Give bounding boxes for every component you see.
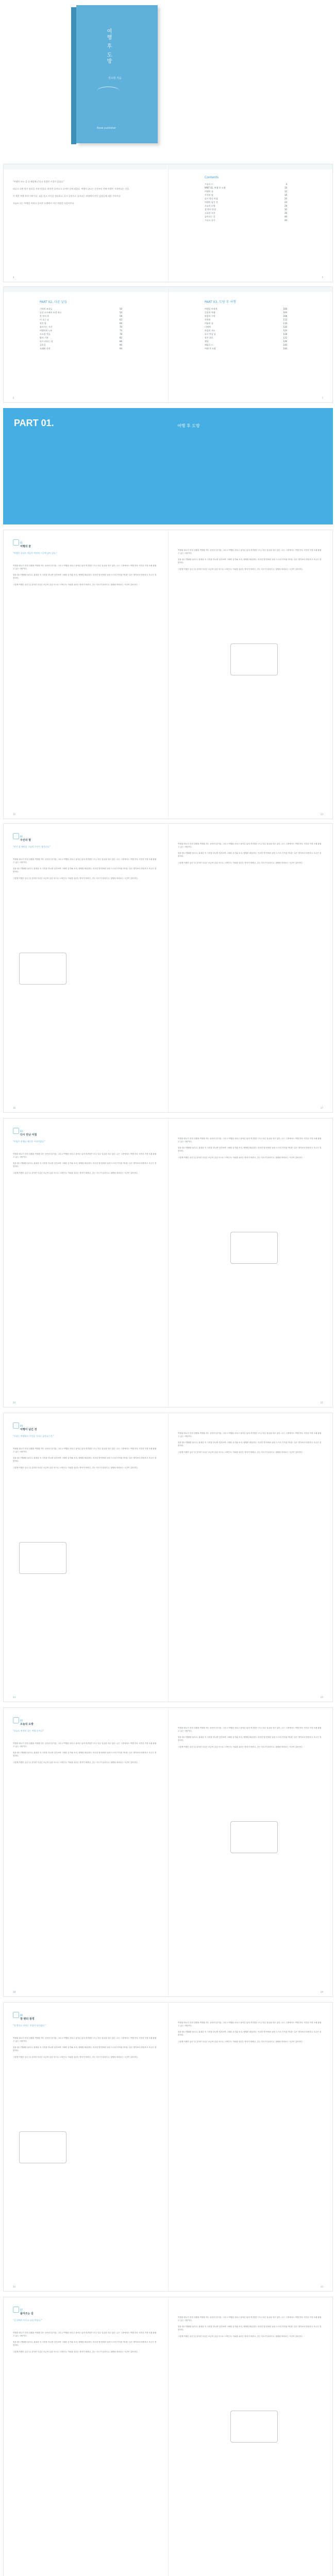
contents-item [205,325,287,329]
contents-item-page: 108 [283,315,287,317]
contents-item [205,197,287,200]
contents-item [205,204,287,208]
sketch-illustration [230,1232,278,1264]
contents-item-page: 50 [119,308,122,310]
contents-title: Contents [205,176,219,179]
contents-item-label: 골목길 [40,344,46,346]
contents-item-page: 116 [283,322,287,325]
sketch-illustration [230,1821,278,1853]
page-number: 24 [13,1696,16,1699]
contents-item-page: 78 [119,333,122,335]
chapter-body-text: 여행을 떠나기 전의 설렘과 여행을 하는 동안의 즐거움, 그리고 여행을 마치고 돌아온 뒤의 허전함은 모두 다른 얼굴을 하고 있다. 나는 그중에서도 여행 후의 시간을 가장 오래 붙잡고 있는 사람이다. 짐을 풀고 빨래를 돌리고, 휴대폰 속 사진을 하나씩 넘겨보며 그때의 공기와 소리, 냄새를 떠올린다. 익숙한 방 안에서 낯선 도시의 기억을 꺼내는 일은 생각보다 따뜻하고 조금은 쓸쓸하다. 그렇게 여행은 끝난 것 같지만 사실은 조금씩 일상 속으로 스며든다. 커피를 내리는 방식이 바뀌고, 걷는 속도가 달라지고, 창밖을 바라보는 시간이 길어진다. [178,2316,322,2337]
contents-page-2 [4,287,167,402]
contents-item-page: 36 [284,212,287,214]
contents-item-label: 프롤로그 [205,183,213,185]
contents-item-label: 바람의 기억 [205,315,215,317]
contents-item-page: 4 [286,183,287,185]
contents-item-page: 120 [283,326,287,328]
contents-item-page: 128 [283,333,287,335]
chapter-body-text: 여행을 떠나기 전의 설렘과 여행을 하는 동안의 즐거움, 그리고 여행을 마치고 돌아온 뒤의 허전함은 모두 다른 얼굴을 하고 있다. 나는 그중에서도 여행 후의 시간을 가장 오래 붙잡고 있는 사람이다. 짐을 풀고 빨래를 돌리고, 휴대폰 속 사진을 하나씩 넘겨보며 그때의 공기와 소리, 냄새를 떠올린다. 익숙한 방 안에서 낯선 도시의 기억을 꺼내는 일은 생각보다 따뜻하고 조금은 쓸쓸하다. 그렇게 여행은 끝난 것 같지만 사실은 조금씩 일상 속으로 스며든다. 커피를 내리는 방식이 바뀌고, 걷는 속도가 달라지고, 창밖을 바라보는 시간이 길어진다. [178,1138,322,1159]
contents-item [40,343,122,347]
chapter-quote: "아침은 언제나 새로운 시작이었다." [13,1140,45,1143]
contents-item-page: 10 [284,187,287,189]
chapter-body-text: 여행을 떠나기 전의 설렘과 여행을 하는 동안의 즐거움, 그리고 여행을 마치고 돌아온 뒤의 허전함은 모두 다른 얼굴을 하고 있다. 나는 그중에서도 여행 후의 시간을 가장 오래 붙잡고 있는 사람이다. 짐을 풀고 빨래를 돌리고, 휴대폰 속 사진을 하나씩 넘겨보며 그때의 공기와 소리, 냄새를 떠올린다. 익숙한 방 안에서 낯선 도시의 기억을 꺼내는 일은 생각보다 따뜻하고 조금은 쓸쓸하다. 그렇게 여행은 끝난 것 같지만 사실은 조금씩 일상 속으로 스며든다. 커피를 내리는 방식이 바뀌고, 걷는 속도가 달라지고, 창밖을 바라보는 시간이 길어진다. [13,2037,157,2058]
page-number: 12 [13,813,16,816]
contents-item [40,321,122,325]
chapter-spread [3,1707,333,1997]
page-number: 5 [322,276,323,279]
contents-item [205,336,287,340]
chapter-left-page [4,2297,167,2576]
contents-item-label: 일상의 여행 [205,311,215,314]
contents-item-page: 132 [283,336,287,339]
spread-contents-continued [3,286,333,403]
chapter-quote: "우리는 여행에서 무엇을 가지고 돌아오는가." [13,1435,54,1437]
page-header-band [169,164,332,170]
contents-item [205,311,287,314]
contents-item-page: 136 [283,340,287,343]
contents-item [40,336,122,340]
chapter-body-text: 여행을 떠나기 전의 설렘과 여행을 하는 동안의 즐거움, 그리고 여행을 마치고 돌아온 뒤의 허전함은 모두 다른 얼굴을 하고 있다. 나는 그중에서도 여행 후의 시간을 가장 오래 붙잡고 있는 사람이다. 짐을 풀고 빨래를 돌리고, 휴대폰 속 사진을 하나씩 넘겨보며 그때의 공기와 소리, 냄새를 떠올린다. 익숙한 방 안에서 낯선 도시의 기억을 꺼내는 일은 생각보다 따뜻하고 조금은 쓸쓸하다. 그렇게 여행은 끝난 것 같지만 사실은 조금씩 일상 속으로 스며든다. 커피를 내리는 방식이 바뀌고, 걷는 속도가 달라지고, 창밖을 바라보는 시간이 길어진다. [13,1742,157,1764]
contents-part-title: PART 03. 도방 후 여행 [205,300,236,304]
page-number: 7 [322,397,323,399]
contents-item-page: 62 [119,318,122,321]
contents-item-page: 70 [119,326,122,328]
contents-item [205,218,287,222]
contents-item-label: 고요한 오후 [205,212,215,214]
contents-item-page: 24 [284,201,287,204]
cover-section [0,0,335,157]
cover-wave-illustration [97,87,120,95]
contents-item-label: 여행이 남긴 것 [205,201,218,204]
page-number: 28 [13,1991,16,1993]
part-opener-spread [3,408,333,524]
contents-items [40,307,122,350]
chapter-body-text: 여행을 떠나기 전의 설렘과 여행을 하는 동안의 즐거움, 그리고 여행을 마치고 돌아온 뒤의 허전함은 모두 다른 얼굴을 하고 있다. 나는 그중에서도 여행 후의 시간을 가장 오래 붙잡고 있는 사람이다. 짐을 풀고 빨래를 돌리고, 휴대폰 속 사진을 하나씩 넘겨보며 그때의 공기와 소리, 냄새를 떠올린다. 익숙한 방 안에서 낯선 도시의 기억을 꺼내는 일은 생각보다 따뜻하고 조금은 쓸쓸하다. 그렇게 여행은 끝난 것 같지만 사실은 조금씩 일상 속으로 스며든다. 커피를 내리는 방식이 바뀌고, 걷는 속도가 달라지고, 창밖을 바라보는 시간이 길어진다. [13,565,157,586]
contents-item [205,208,287,211]
chapter-title: 창 밖의 풍경 [20,2018,35,2021]
contents-item [205,329,287,332]
contents-item [205,332,287,336]
contents-item-label: 여행자의 노트 [40,329,53,332]
prologue-page [4,164,167,282]
page-number: 20 [13,1401,16,1404]
page-header-band [169,287,332,292]
contents-item-label: 마음의 지도 [205,329,215,332]
prologue-text: "여행이 모든 걸 다 해결해 준다고 믿었던 시절이 있었다." 떠나고 나면 뭔가 달라질 거라 믿었다. 하지만 돌아오고 나서야 알게 되었다. 여행이 끝나는 순간부터 진짜 여행이 시작된다는 것을. 이 책은 여행 후의 이야기다. 짐을 풀고 사진을 정리하고, 다시 일상으로 돌아오는 과정에서 만난 감정들에 대한 기록이다. 오늘도 나는 여행을 마치고 돌아온 도방에서 지난 여정을 되짚어본다. [13,180,130,205]
contents-item-label: 낯선 도시에서 보낸 하루 [40,311,62,314]
chapter-number: 07 [20,2309,23,2311]
contents-item-page: 40 [284,215,287,218]
contents-item-label: 에필로그 [205,344,213,346]
chapter-icon [13,1717,19,1723]
chapter-body-text: 여행을 떠나기 전의 설렘과 여행을 하는 동안의 즐거움, 그리고 여행을 마치고 돌아온 뒤의 허전함은 모두 다른 얼굴을 하고 있다. 나는 그중에서도 여행 후의 시간을 가장 오래 붙잡고 있는 사람이다. 짐을 풀고 빨래를 돌리고, 휴대폰 속 사진을 하나씩 넘겨보며 그때의 공기와 소리, 냄새를 떠올린다. 익숙한 방 안에서 낯선 도시의 기억을 꺼내는 일은 생각보다 따뜻하고 조금은 쓸쓸하다. 그렇게 여행은 끝난 것 같지만 사실은 조금씩 일상 속으로 스며든다. 커피를 내리는 방식이 바뀌고, 걷는 속도가 달라지고, 창밖을 바라보는 시간이 길어진다. [178,843,322,864]
contents-item [205,318,287,321]
chapter-spread [3,823,333,1113]
chapter-body-text: 여행을 떠나기 전의 설렘과 여행을 하는 동안의 즐거움, 그리고 여행을 마치고 돌아온 뒤의 허전함은 모두 다른 얼굴을 하고 있다. 나는 그중에서도 여행 후의 시간을 가장 오래 붙잡고 있는 사람이다. 짐을 풀고 빨래를 돌리고, 휴대폰 속 사진을 하나씩 넘겨보며 그때의 공기와 소리, 냄새를 떠올린다. 익숙한 방 안에서 낯선 도시의 기억을 꺼내는 일은 생각보다 따뜻하고 조금은 쓸쓸하다. 그렇게 여행은 끝난 것 같지만 사실은 조금씩 일상 속으로 스며든다. 커피를 내리는 방식이 바뀌고, 걷는 속도가 달라지고, 창밖을 바라보는 시간이 길어진다. [178,549,322,570]
contents-item-page: 112 [283,318,287,321]
page-number: 4 [13,276,14,279]
contents-item [40,340,122,343]
spread-prologue-contents [3,164,333,282]
chapter-spread [3,530,333,819]
contents-item-label: 너에게 [205,326,211,328]
contents-item-label: 다시 떠나는 날 [40,340,53,343]
chapter-body-text: 여행을 떠나기 전의 설렘과 여행을 하는 동안의 즐거움, 그리고 여행을 마치고 돌아온 뒤의 허전함은 모두 다른 얼굴을 하고 있다. 나는 그중에서도 여행 후의 시간을 가장 오래 붙잡고 있는 사람이다. 짐을 풀고 빨래를 돌리고, 휴대폰 속 사진을 하나씩 넘겨보며 그때의 공기와 소리, 냄새를 떠올린다. 익숙한 방 안에서 낯선 도시의 기억을 꺼내는 일은 생각보다 따뜻하고 조금은 쓸쓸하다. 그렇게 여행은 끝난 것 같지만 사실은 조금씩 일상 속으로 스며든다. 커피를 내리는 방식이 바뀌고, 걷는 속도가 달라지고, 창밖을 바라보는 시간이 길어진다. [13,2332,157,2353]
page-number: 16 [13,1107,16,1109]
contents-item-label: 우산의 말 [205,194,213,196]
sketch-illustration [19,953,66,985]
chapter-icon [13,833,19,839]
chapter-number: 03 [20,1130,23,1132]
contents-item-page: 124 [283,329,287,332]
chapter-spread [3,2002,333,2292]
contents-item-label: 햇살 [205,340,209,343]
part-title: 여행 후 도방 [177,423,200,428]
chapter-title: 오늘의 도방 [20,1723,34,1726]
sketch-illustration [230,643,278,675]
contents-item-page: 44 [284,219,287,222]
contents-item [205,307,287,311]
contents-item [205,193,287,197]
contents-item-label: 비 오는 날 [40,318,49,321]
chapter-body-text: 여행을 떠나기 전의 설렘과 여행을 하는 동안의 즐거움, 그리고 여행을 마치고 돌아온 뒤의 허전함은 모두 다른 얼굴을 하고 있다. 나는 그중에서도 여행 후의 시간을 가장 오래 붙잡고 있는 사람이다. 짐을 풀고 빨래를 돌리고, 휴대폰 속 사진을 하나씩 넘겨보며 그때의 공기와 소리, 냄새를 떠올린다. 익숙한 방 안에서 낯선 도시의 기억을 꺼내는 일은 생각보다 따뜻하고 조금은 쓸쓸하다. 그렇게 여행은 끝난 것 같지만 사실은 조금씩 일상 속으로 스며든다. 커피를 내리는 방식이 바뀌고, 걷는 속도가 달라지고, 창밖을 바라보는 시간이 길어진다. [13,1153,157,1174]
chapter-body-text: 여행을 떠나기 전의 설렘과 여행을 하는 동안의 즐거움, 그리고 여행을 마치고 돌아온 뒤의 허전함은 모두 다른 얼굴을 하고 있다. 나는 그중에서도 여행 후의 시간을 가장 오래 붙잡고 있는 사람이다. 짐을 풀고 빨래를 돌리고, 휴대폰 속 사진을 하나씩 넘겨보며 그때의 공기와 소리, 냄새를 떠올린다. 익숙한 방 안에서 낯선 도시의 기억을 꺼내는 일은 생각보다 따뜻하고 조금은 쓸쓸하다. 그렇게 여행은 끝난 것 같지만 사실은 조금씩 일상 속으로 스며든다. 커피를 내리는 방식이 바뀌고, 걷는 속도가 달라지고, 창밖을 바라보는 시간이 길어진다. [178,1432,322,1453]
sketch-illustration [230,2411,278,2443]
page-number: 17 [320,1107,323,1109]
chapter-right-page [168,824,332,1112]
contents-item [205,190,287,193]
part-label: PART 01. [14,418,54,428]
chapter-left-page [4,824,167,1112]
contents-item-label: 다시 만날 날 [205,333,216,335]
contents-item-label: 사소한 것들 [40,333,51,335]
chapter-icon [13,539,19,546]
contents-item [205,182,287,186]
contents-item-label: 천천히 [205,318,211,321]
chapter-quote: "여행은 끝나도 마음은 여전히 그곳에 남아 있다." [13,552,57,554]
chapter-title: 여행의 끝 [20,545,31,548]
contents-item-label: 여름의 끝 [205,322,213,325]
contents-item [205,347,287,350]
contents-item-label: 여행 후 도방 [205,347,216,350]
contents-item [40,332,122,336]
contents-item-label: 오늘의 도방 [205,205,215,207]
contents-item-page: 54 [119,311,122,314]
contents-item-page: 28 [284,205,287,207]
contents-item-label: 돌아오는 길 [205,215,215,218]
contents-item-page: 140 [283,344,287,346]
chapter-quote: "비가 올 때마다 그날의 우산이 생각난다." [13,845,51,848]
contents-item-page: 104 [283,311,287,314]
contents-item-label: 흘러가는 시간 [40,326,53,328]
contents-items [205,307,287,350]
chapter-number: 06 [20,2014,23,2016]
contents-item-page: 12 [284,190,287,193]
chapter-number: 02 [20,835,23,838]
chapter-icon [13,2012,19,2018]
contents-item [40,347,122,350]
chapter-title: 돌아오는 길 [20,2312,34,2315]
contents-item-label: 한 잔의 차 [40,315,49,317]
contents-item [40,307,122,311]
contents-item [205,321,287,325]
chapter-body-text: 여행을 떠나기 전의 설렘과 여행을 하는 동안의 즐거움, 그리고 여행을 마치고 돌아온 뒤의 허전함은 모두 다른 얼굴을 하고 있다. 나는 그중에서도 여행 후의 시간을 가장 오래 붙잡고 있는 사람이다. 짐을 풀고 빨래를 돌리고, 휴대폰 속 사진을 하나씩 넘겨보며 그때의 공기와 소리, 냄새를 떠올린다. 익숙한 방 안에서 낯선 도시의 기억을 꺼내는 일은 생각보다 따뜻하고 조금은 쓸쓸하다. 그렇게 여행은 끝난 것 같지만 사실은 조금씩 일상 속으로 스며든다. 커피를 내리는 방식이 바뀌고, 걷는 속도가 달라지고, 창밖을 바라보는 시간이 길어진다. [178,2022,322,2043]
chapter-icon [13,1422,19,1429]
chapter-right-page [168,530,332,819]
chapter-left-page [4,530,167,819]
chapter-title: 여행이 남긴 것 [20,1428,37,1431]
chapter-spread [3,2297,333,2576]
chapter-right-page [168,2297,332,2576]
contents-item-page: 90 [119,344,122,346]
page-header-band [4,287,167,292]
contents-item-page: 82 [119,336,122,339]
cover-publisher: Book publisher [97,127,116,130]
chapter-right-page [168,1708,332,1996]
contents-item [40,311,122,314]
contents-items [205,182,287,222]
chapter-icon [13,2307,19,2313]
contents-list-part2 [40,299,122,350]
contents-item [205,211,287,215]
sketch-illustration [19,2131,66,2163]
contents-item [205,343,287,347]
chapter-left-page [4,1708,167,1996]
contents-item [40,314,122,318]
page-number: 21 [320,1401,323,1404]
contents-item-label: 창 밖의 풍경 [205,208,216,211]
contents-item [40,318,122,321]
contents-item-label: 그리고 다시 [205,219,215,222]
cover-title: 여행 후 도방 [106,28,111,65]
contents-item-page: 74 [119,329,122,332]
page-number: 13 [320,813,323,816]
chapter-left-page [4,1118,167,1407]
page-number: 6 [13,397,14,399]
cover-author: 김도방 지음 [108,77,122,80]
contents-list [205,176,287,222]
chapter-right-page [168,1413,332,1702]
contents-item-page: 58 [119,315,122,317]
chapter-body-text: 여행을 떠나기 전의 설렘과 여행을 하는 동안의 즐거움, 그리고 여행을 마치고 돌아온 뒤의 허전함은 모두 다른 얼굴을 하고 있다. 나는 그중에서도 여행 후의 시간을 가장 오래 붙잡고 있는 사람이다. 짐을 풀고 빨래를 돌리고, 휴대폰 속 사진을 하나씩 넘겨보며 그때의 공기와 소리, 냄새를 떠올린다. 익숙한 방 안에서 낯선 도시의 기억을 꺼내는 일은 생각보다 따뜻하고 조금은 쓸쓸하다. 그렇게 여행은 끝난 것 같지만 사실은 조금씩 일상 속으로 스며든다. 커피를 내리는 방식이 바뀌고, 걷는 속도가 달라지고, 창밖을 바라보는 시간이 길어진다. [13,858,157,879]
contents-item-label: 다시 만난 아침 [205,197,218,200]
page-number: 25 [320,1696,323,1699]
contents-item-label: 여행의 끝 [205,190,213,193]
contents-part-title: PART 02. 다른 날들 [40,300,68,304]
chapter-spread [3,1118,333,1408]
chapter-number: 05 [20,1719,23,1722]
contents-item-label: 기억의 조각들 [40,308,53,310]
page-number: 29 [320,1991,323,1993]
chapter-quote: "창 밖으로 보이는 풍경이 달라졌다." [13,2024,46,2027]
chapter-number: 01 [20,541,23,544]
book-spine [71,7,76,144]
sketch-illustration [19,1542,66,1574]
chapter-left-page [4,2003,167,2291]
contents-item [205,314,287,318]
page-header-band [4,164,167,170]
chapter-quote: "오늘도 여전히 나는 여행 중이다." [13,1730,44,1732]
contents-item [205,215,287,218]
chapter-title: 우산의 말 [20,839,31,842]
contents-item-label: 작은 위로 [205,336,213,339]
contents-item [205,186,287,190]
contents-item-page: 16 [284,194,287,196]
contents-item-page: 32 [284,208,287,211]
chapter-right-page [168,1118,332,1407]
chapter-title: 다시 만난 아침 [20,1133,37,1137]
contents-item [205,340,287,343]
contents-item-page: 66 [119,322,122,325]
contents-item-label: 작은 방 [40,322,46,325]
contents-item-label: 밤의 기차 [40,336,48,339]
chapter-right-page [168,2003,332,2291]
contents-list-part3 [205,299,287,350]
contents-item-label: 여행을 마치며 [205,308,217,310]
contents-item-label: PART 01. 여행 후 도방 [205,187,226,189]
contents-page [168,164,332,282]
book-cover [76,5,158,143]
contents-item [40,325,122,329]
contents-item-page: 20 [284,197,287,200]
contents-item-page: 86 [119,340,122,343]
contents-item [205,200,287,204]
chapter-quote: "길 위에서 비로소 나를 만났다." [13,2319,42,2321]
contents-page-3 [168,287,332,402]
chapter-left-page [4,1413,167,1702]
page-number: 32 [13,2285,16,2288]
chapter-body-text: 여행을 떠나기 전의 설렘과 여행을 하는 동안의 즐거움, 그리고 여행을 마치고 돌아온 뒤의 허전함은 모두 다른 얼굴을 하고 있다. 나는 그중에서도 여행 후의 시간을 가장 오래 붙잡고 있는 사람이다. 짐을 풀고 빨래를 돌리고, 휴대폰 속 사진을 하나씩 넘겨보며 그때의 공기와 소리, 냄새를 떠올린다. 익숙한 방 안에서 낯선 도시의 기억을 꺼내는 일은 생각보다 따뜻하고 조금은 쓸쓸하다. 그렇게 여행은 끝난 것 같지만 사실은 조금씩 일상 속으로 스며든다. 커피를 내리는 방식이 바뀌고, 걷는 속도가 달라지고, 창밖을 바라보는 시간이 길어진다. [178,1727,322,1748]
contents-item [40,329,122,332]
contents-item-page: 144 [283,347,287,350]
page-number: 33 [320,2285,323,2288]
chapter-number: 04 [20,1425,23,1427]
contents-item-page: 100 [283,308,287,310]
chapter-spread [3,1413,333,1702]
chapter-icon [13,1128,19,1134]
contents-item-label: 오래된 사진 [40,347,51,350]
chapter-body-text: 여행을 떠나기 전의 설렘과 여행을 하는 동안의 즐거움, 그리고 여행을 마치고 돌아온 뒤의 허전함은 모두 다른 얼굴을 하고 있다. 나는 그중에서도 여행 후의 시간을 가장 오래 붙잡고 있는 사람이다. 짐을 풀고 빨래를 돌리고, 휴대폰 속 사진을 하나씩 넘겨보며 그때의 공기와 소리, 냄새를 떠올린다. 익숙한 방 안에서 낯선 도시의 기억을 꺼내는 일은 생각보다 따뜻하고 조금은 쓸쓸하다. 그렇게 여행은 끝난 것 같지만 사실은 조금씩 일상 속으로 스며든다. 커피를 내리는 방식이 바뀌고, 걷는 속도가 달라지고, 창밖을 바라보는 시간이 길어진다. [13,1448,157,1469]
contents-item-page: 94 [119,347,122,350]
